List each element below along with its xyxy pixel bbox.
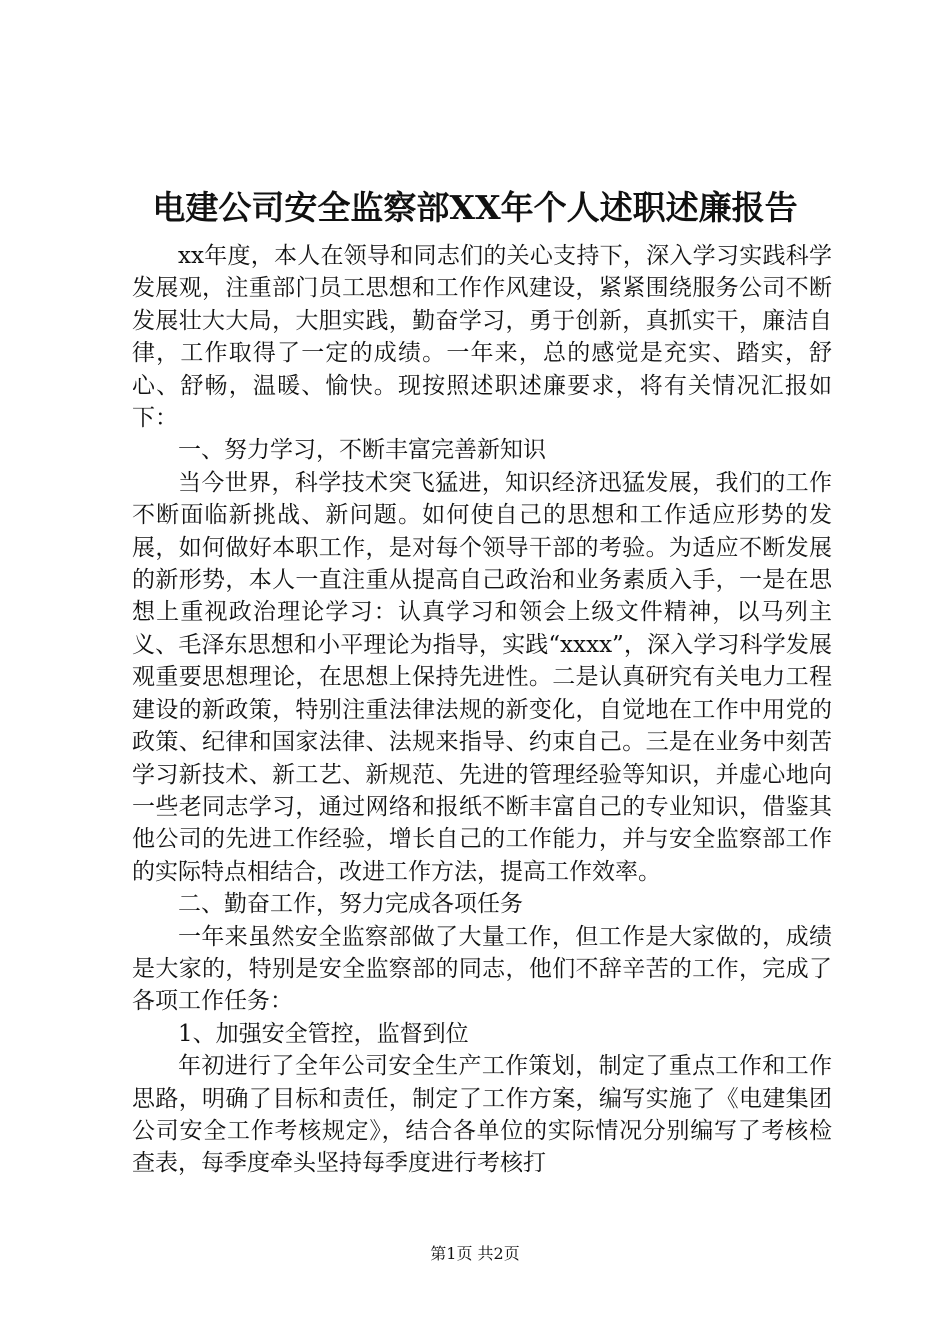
intro-paragraph: xx年度，本人在领导和同志们的关心支持下，深入学习实践科学发展观，注重部门员工思想和工作作风建设，紧紧围绕服务公司不断发展壮大大局，大胆实践，勤奋学习，勇于创新，真抓实干，廉洁自律，工作取得了一定的成绩。一年来，总的感觉是充实、踏实，舒心、舒畅，温暖、愉快。现按照述职述廉要求，将有关情况汇报如下： [132,243,832,432]
document-body [132,240,832,1180]
subsection-heading-1: 1、加强安全管控，监督到位 [178,1020,469,1047]
document-title: 电建公司安全监察部XX年个人述职述廉报告 [152,188,798,227]
section-heading-2: 二、勤奋工作，努力完成各项任务 [178,891,523,918]
body-paragraph: 一年来虽然安全监察部做了大量工作，但工作是大家做的，成绩是大家的，特别是安全监察部的同志，他们不辞辛苦的工作，完成了各项工作任务： [132,923,832,1015]
page-footer: 第1页 共2页 [430,1244,520,1263]
body-paragraph: 年初进行了全年公司安全生产工作策划，制定了重点工作和工作思路，明确了目标和责任，制定了工作方案，编写实施了《电建集团公司安全工作考核规定》，结合各单位的实际情况分别编写了考核检查表，每季度牵头坚持每季度进行考核打 [132,1053,832,1177]
section-heading-1: 一、努力学习，不断丰富完善新知识 [178,437,546,464]
body-paragraph: 当今世界，科学技术突飞猛进，知识经济迅猛发展，我们的工作不断面临新挑战、新问题。如何使自己的思想和工作适应形势的发展，如何做好本职工作，是对每个领导干部的考验。为适应不断发展的新形势，本人一直注重从提高自己政治和业务素质入手，一是在思想上重视政治理论学习：认真学习和领会上级文件精神，以马列主义、毛泽东思想和小平理论为指导，实践“xxxx”，深入学习科学发展观重要思想理论，在思想上保持先进性。二是认真研究有关电力工程建设的新政策，特别注重法律法规的新变化，自觉地在工作中用党的政策、纪律和国家法律、法规来指导、约束自己。三是在业务中刻苦学习新技术、新工艺、新规范、先进的管理经验等知识，并虚心地向一些老同志学习，通过网络和报纸不断丰富自己的专业知识，借鉴其他公司的先进工作经验，增长自己的工作能力，并与安全监察部工作的实际特点相结合，改进工作方法，提高工作效率。 [132,469,832,885]
